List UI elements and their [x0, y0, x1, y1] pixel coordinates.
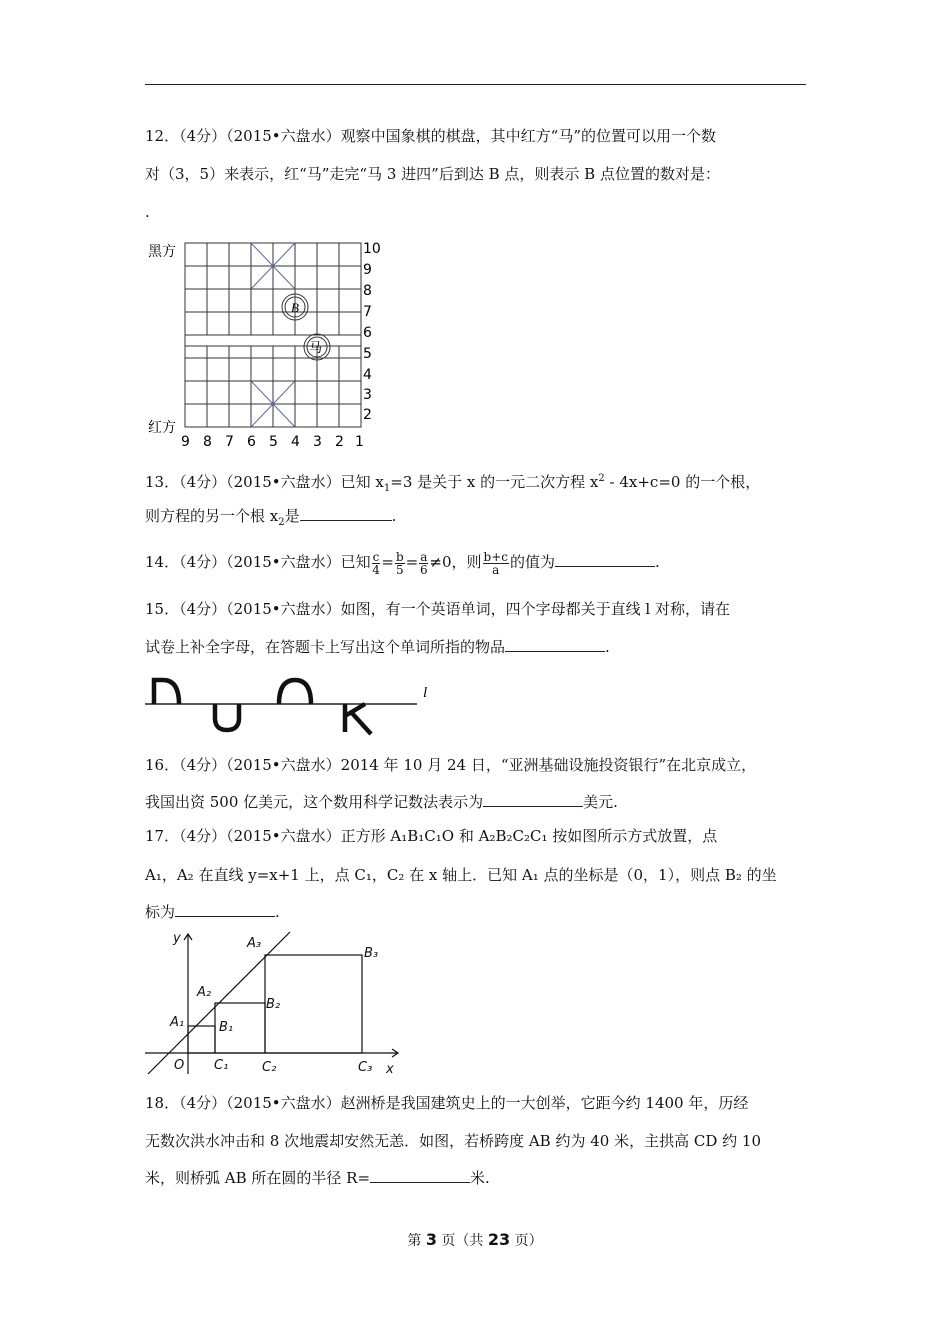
col-number: 6 [247, 434, 256, 450]
col-number: 1 [355, 434, 364, 450]
point-b3-label: B₃ [364, 946, 379, 961]
q18-line2: 无数次洪水冲击和 8 次地震却安然无恙．如图，若桥跨度 AB 约为 40 米，主拱高 CD 约 10 [145, 1132, 761, 1150]
black-side-label: 黑方 [148, 244, 176, 260]
q14-line: 14．（4分）（2015•六盘水）已知 $\frac{c}{4}$ = $\frac{b}{5}$ = $\frac{a}{6}$ ≠0，则 $\frac{b+c}{a}$ 的值为 . [145, 549, 660, 577]
row-number: 3 [363, 387, 372, 403]
symmetry-line-label: l [423, 685, 428, 701]
piece-ma-label: 马 [309, 341, 323, 356]
point-b2-label: B₂ [266, 997, 281, 1012]
point-a1-label: A₁ [170, 1015, 185, 1030]
answer-blank[interactable] [300, 506, 392, 521]
row-number: 7 [363, 304, 372, 320]
q17-line2: A₁，A₂ 在直线 y=x+1 上，点 C₁，C₂ 在 x 轴上．已知 A₁ 点的坐标是（0，1），则点 B₂ 的坐 [145, 866, 777, 884]
row-number: 10 [363, 241, 381, 257]
col-number: 3 [313, 434, 322, 450]
col-number: 5 [269, 434, 278, 450]
q18-line3: 米，则桥弧 AB 所在圆的半径 R= 米. [145, 1169, 490, 1187]
letter-k-bottom-half [345, 704, 371, 734]
q16-line1: 16．（4分）（2015•六盘水）2014 年 10 月 24 日，“亚洲基础设施投资银行”在北京成立， [145, 756, 757, 774]
letter-o-top-half [279, 680, 311, 704]
point-a3-label: A₃ [247, 936, 262, 951]
total-pages: 23 [487, 1230, 511, 1249]
point-a2-label: A₂ [197, 985, 212, 1000]
col-number: 4 [291, 434, 300, 450]
q17-line3: 标为 . [145, 903, 280, 921]
origin-label: O [174, 1058, 185, 1073]
q12-line1: 12．（4分）（2015•六盘水）观察中国象棋的棋盘，其中红方“马”的位置可以用一个数 [145, 127, 716, 145]
q15-line2: 试卷上补全字母，在答题卡上写出这个单词所指的物品 . [145, 638, 610, 656]
row-number: 5 [363, 346, 372, 362]
row-number: 2 [363, 407, 372, 423]
point-c2-label: C₂ [262, 1060, 277, 1075]
answer-blank[interactable] [175, 902, 275, 917]
col-number: 2 [335, 434, 344, 450]
point-c1-label: C₁ [214, 1058, 229, 1073]
piece-b-label: B [291, 300, 299, 315]
column-numbers [181, 434, 364, 450]
row-numbers [363, 241, 381, 423]
row-number: 4 [363, 367, 372, 383]
x-axis-label: x [386, 1062, 394, 1076]
fraction-a-6: $\frac{a}{6}$ [419, 549, 428, 577]
answer-blank[interactable] [555, 552, 655, 567]
header-rule [145, 84, 806, 85]
squares-coordinate-figure [140, 926, 410, 1076]
red-side-label: 红方 [148, 420, 176, 436]
current-page: 3 [425, 1230, 437, 1249]
fraction-b-5: $\frac{b}{5}$ [395, 549, 404, 577]
q17-line1: 17．（4分）（2015•六盘水）正方形 A₁B₁C₁O 和 A₂B₂C₂C₁ 按如图所示方式放置，点 [145, 827, 718, 845]
half-letters [154, 680, 371, 734]
col-number: 7 [225, 434, 234, 450]
letter-u-bottom-half [215, 704, 239, 730]
q15-line1: 15．（4分）（2015•六盘水）如图，有一个英语单词，四个字母都关于直线 l 对称，请在 [145, 600, 730, 618]
q12-line2: 对（3，5）来表示，红“马”走完“马 3 进四”后到达 B 点，则表示 B 点位置的数对是： [145, 165, 720, 183]
row-number: 9 [363, 262, 372, 278]
q18-line1: 18．（4分）（2015•六盘水）赵洲桥是我国建筑史上的一大创举，它距今约 1400 年，历经 [145, 1094, 749, 1112]
point-c3-label: C₃ [358, 1060, 373, 1075]
fraction-bc-a: $\frac{b+c}{a}$ [483, 549, 508, 577]
fraction-c-4: $\frac{c}{4}$ [372, 549, 380, 577]
q13-line2: 则方程的另一个根 $x_2$是 . [145, 507, 397, 528]
answer-blank[interactable] [505, 637, 605, 652]
row-number: 8 [363, 283, 372, 299]
point-b1-label: B₁ [219, 1020, 234, 1035]
q16-line2: 我国出资 500 亿美元，这个数用科学记数法表示为 美元. [145, 793, 618, 811]
col-number: 8 [203, 434, 212, 450]
answer-blank[interactable] [483, 792, 583, 807]
half-letters-figure [145, 672, 445, 736]
letter-d-top-half [154, 680, 179, 704]
q13-line1: 13．（4分）（2015•六盘水）已知 $x_1=3$ 是关于 x 的一元二次方程 $x^2 - 4x+c=0$ 的一个根， [145, 473, 761, 494]
q12-line3: . [145, 203, 150, 221]
row-number: 6 [363, 325, 372, 341]
page-footer: 第 3 页（共 23 页） [407, 1230, 543, 1249]
col-number: 9 [181, 434, 190, 450]
chess-board-grid [185, 243, 361, 427]
chess-board-figure [145, 238, 390, 453]
answer-blank[interactable] [370, 1168, 470, 1183]
y-axis-label: y [173, 931, 181, 946]
